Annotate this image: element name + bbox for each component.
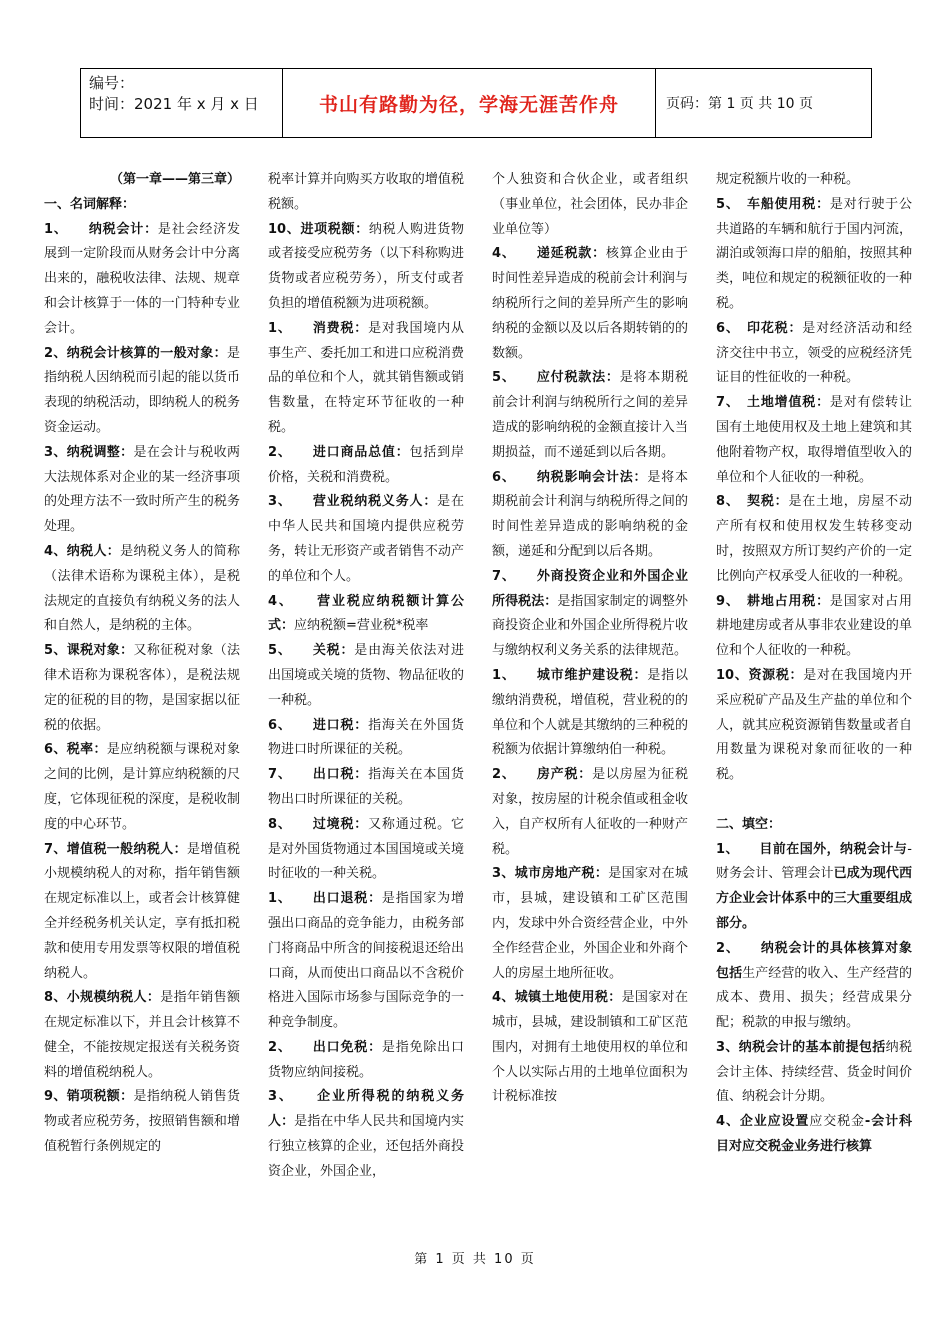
definition: 是指国家制定的调整外商投资企业和外国企业所得税片收与缴纳权利义务关系的法律规范。 [492,593,688,659]
page-label: 页码：第 1 页 共 10 页 [666,96,813,112]
paragraph [44,193,240,218]
term: 4、 递延税款： [492,246,606,262]
paragraph [268,813,464,887]
paragraph [268,168,464,218]
definition: 是应纳税额与课税对象之间的比例，是计算应纳税额的尺度，它体现征税的深度，是税收制度的中心环节。 [44,742,240,832]
definition: 是以房屋为征税对象，按房屋的计税余值或租金收入，自产权所有人征收的一种财产税。 [492,767,688,857]
paragraph [716,788,912,813]
definition: 是指国家为增强出口商品的竞争能力，由税务部门将商品中所含的间接税退还给出口商，从而使出口商品以不含税价格进入国际市场参与国际竞争的一种竞争制度。 [268,891,464,1031]
term: 7、增值税一般纳税人： [44,841,187,857]
term: 10、进项税额： [268,221,369,237]
definition: 纳税人购进货物或者接受应税劳务（以下科称购进货物或者应税劳务），所支付或者负担的增值税额为进项税额。 [268,221,464,311]
paragraph [268,887,464,1036]
definition: 应纳税额=营业税*税率 [294,618,429,634]
paragraph [492,242,688,366]
term: 3、城市房地产税： [492,866,609,882]
paragraph [492,986,688,1110]
definition: 指海关在外国货物进口时所课征的关税。 [268,717,464,758]
paragraph [268,441,464,491]
paragraph [268,763,464,813]
definition: 是指年销售额在规定标准以下，并且会计核算不健全，不能按规定报送有关税务资料的增值税纳税人。 [44,990,240,1080]
definition: 个人独资和合伙企业，或者组织（事业单位，社会团体，民办非企业单位等） [492,172,688,237]
definition: 是指纳税人销售货物或者应税劳务，按照销售额和增值税暂行条例规定的 [44,1089,240,1155]
definition: 又称通过税。它是对外国货物通过本国国境或关境时征收的一种关税。 [268,816,464,882]
paragraph [44,986,240,1085]
term: 1、 出口退税： [268,891,382,907]
term: （第一章——第三章） [109,172,240,187]
term: 1、 城市维护建设税： [492,667,648,683]
term: 2、 房产税： [492,767,593,783]
paragraph [268,1036,464,1086]
definition: 核算企业由于时间性差异造成的税前会计利润与纳税所行之间的差异所产生的影响纳税的金额以及以后各期转销的的数额。 [492,246,688,361]
term: 8、 契税： [716,494,789,510]
definition: 规定税额片收的一种税。 [716,172,860,187]
column-1 [44,168,240,1160]
paragraph [44,540,240,639]
definition: 包括到岸价格，关税和消费税。 [268,444,464,485]
definition: 是国家对在城市，县城，建设镇和工矿区范围内，发球中外合资经营企业，中外全作经营企业，外国企业和外商个人的房屋土地所征收。 [492,866,688,981]
paragraph [268,1085,464,1184]
definition: 是纳税义务人的简称（法律术语称为课税主体），是税法规定的直接负有纳税义务的法人和自然人，是纳税的主体。 [44,543,240,634]
paragraph [44,441,240,540]
term: 1、 目前在国外，纳税会计与 [716,841,908,857]
paragraph [268,317,464,441]
definition: 是对我国境内从事生产、委托加工和进口应税消费品的单位和个人，就其销售额或销售数量，在特定环节征收的一种税。 [268,320,464,435]
paragraph [716,590,912,664]
term: 5、课税对象： [44,643,134,659]
paragraph [44,168,240,193]
definition: 是指在中华人民共和国境内实行独立核算的企业，还包括外商投资企业，外国企业， [268,1114,464,1179]
term: 4、城镇土地使用税： [492,990,622,1006]
paragraph [716,937,912,1036]
term: 6、 纳税影响会计法： [492,469,648,485]
definition: 是对经济活动和经济交往中书立，领受的应税经济凭证目的性征收的一种税。 [716,320,912,386]
number-label: 编号： [89,74,135,92]
term: 一、名词解释： [44,196,136,212]
paragraph [44,342,240,441]
term: 4、企业应设置 [716,1114,810,1130]
paragraph [492,763,688,862]
term: 2、 纳税会计的具体核算对象包括 [716,940,912,981]
definition: 是将本期税前会计利润与纳税所得之间的时间性差异造成的影响纳税的金额，递延和分配到以后各期。 [492,469,688,559]
term: 1、 消费税： [268,320,369,336]
time-label: 时间：2021 年 x 月 x 日 [89,95,259,113]
definition: 是国家对占用耕地建房或者从事非农业建设的单位和个人征收的一种税。 [716,593,912,659]
paragraph [44,218,240,342]
definition: 又称征税对象（法律术语称为课税客体），是税法规定的征税的目的物，是国家据以征税的依据。 [44,643,240,733]
paragraph [716,317,912,391]
term: 2、 出口免税： [268,1039,382,1055]
paragraph [492,466,688,565]
term: 3、纳税调整： [44,444,134,460]
paragraph [44,1085,240,1159]
paragraph [492,565,688,664]
definition: 是将本期税前会计利润与纳税所行之间的差异造成的影响纳税的金额直接计入当期损益，而不递延到以后各期。 [492,370,688,460]
term: 5、 应付税款法： [492,370,620,386]
term: 二、填空： [716,816,782,832]
definition: 是对在我国境内开采应税矿产品及生产盐的单位和个人，就其应税资源销售数量或者自用数量为课税对象而征收的一种税。 [716,667,912,783]
definition: 纳税会计主体、持续经营、货金时间价值、纳税会计分期。 [716,1039,912,1105]
paragraph [44,838,240,987]
paragraph [268,490,464,589]
paragraph [716,1036,912,1110]
paragraph [44,639,240,738]
term: 3、 营业税纳税义务人： [268,494,438,510]
definition: 是由海关依法对进出国境或关境的货物、物品征收的一种税。 [268,643,464,708]
definition: -财务会计、管理会计 [716,841,912,882]
definition: 是在中华人民共和国境内提供应税劳务，转让无形资产或者销售不动产的单位和个人。 [268,494,464,584]
definition: 是增值税小规模纳税人的对称，指年销售额在规定标准以上，或者会计核算健全并经税务机关认定，享有抵扣税款和使用专用发票等权限的增值税纳税人。 [44,841,240,981]
header-table [80,68,872,138]
paragraph [492,366,688,465]
term-continued: 已成为现代西方企业会计体系中的三大重要组成部分。 [716,866,912,931]
definition: 是对有偿转让国有土地使用权及土地上建筑和其他附着物产权，取得增值型收入的单位和个人征收的一种税。 [716,395,912,485]
definition: 是指纳税人因纳税而引起的能以货币表现的纳税活动，即纳税人的税务资金运动。 [44,345,240,435]
column-4 [716,168,912,1160]
definition: 税率计算并向购买方收取的增值税税额。 [268,172,464,212]
term: 2、 进口商品总值： [268,444,410,460]
definition: 是在土地，房屋不动产所有权和使用权发生转移变动时，按照双方所订契约产价的一定比例向产权承受人征收的一种税。 [716,494,912,584]
term: 6、 进口税： [268,717,369,733]
term: 7、 出口税： [268,767,369,783]
definition: 是在会计与税收两大法规体系对企业的某一经济事项的处理方法不一致时所产生的税务处理。 [44,444,240,535]
column-2 [268,168,464,1185]
paragraph [716,1110,912,1160]
paragraph [716,838,912,937]
page-footer: 第 1 页 共 10 页 [414,1252,536,1267]
definition: 是对行驶于公共道路的车辆和航行于国内河流，湖泊或领海口岸的船舶，按照其种类，吨位和规定的税额征收的一种税。 [716,196,912,311]
term: 5、 车船使用税： [716,196,830,212]
term: 4、纳税人： [44,543,121,559]
term: 7、 外商投资企业和外国企业所得税法： [492,568,688,609]
paragraph [492,664,688,763]
term-continued: -会计科目对应交税金业务进行核算 [716,1114,912,1155]
definition: 应交税金 [809,1114,865,1130]
paragraph [716,193,912,317]
term: 6、税率： [44,742,107,758]
paragraph [492,862,688,986]
column-3 [492,168,688,1110]
motto: 书山有路勤为径，学海无涯苦作舟 [283,69,656,137]
paragraph [268,714,464,764]
term: 3、 企业所得税的纳税义务人： [268,1089,464,1130]
paragraph [268,218,464,317]
term: 8、 过境税： [268,816,369,832]
term: 2、纳税会计核算的一般对象： [44,345,227,361]
definition: 指海关在本国货物出口时所课征的关税。 [268,767,464,807]
term: 1、 纳税会计： [44,221,158,237]
term: 9、 耕地占用税： [716,593,830,609]
term: 8、小规模纳税人： [44,990,161,1006]
term: 4、 营业税应纳税额计算公式： [268,593,464,634]
header-left-cell [81,69,283,137]
paragraph [716,168,912,193]
term: 5、 关税： [268,643,355,659]
term: 7、 土地增值税： [716,395,830,411]
paragraph [44,738,240,837]
definition: 生产经营的收入、生产经营的成本、费用、损失；经营成果分配；税款的申报与缴纳。 [716,965,912,1031]
term: 10、资源税： [716,667,804,683]
paragraph [716,813,912,838]
paragraph [492,168,688,242]
definition: 是指免除出口货物应纳间接税。 [268,1039,464,1080]
paragraph [716,490,912,589]
paragraph [716,664,912,788]
paragraph [716,391,912,490]
definition: 是指以缴纳消费税，增值税，营业税的的单位和个人就是其缴纳的三种税的税额为依据计算缴纳伯一种税。 [492,667,688,758]
term: 3、纳税会计的基本前提包括 [716,1039,886,1055]
definition: 是社会经济发展到一定阶段而从财务会计中分离出来的，融税收法律、法规、规章和会计核算于一体的一门特种专业会计。 [44,221,240,336]
term: 9、销项税额： [44,1089,134,1105]
term: 6、 印花税： [716,320,803,336]
paragraph [268,590,464,640]
paragraph [268,639,464,713]
definition: 是国家对在城市，县城，建设制镇和工矿区范围内，对拥有土地使用权的单位和个人以实际占用的土地单位面积为计税标准按 [492,990,688,1105]
